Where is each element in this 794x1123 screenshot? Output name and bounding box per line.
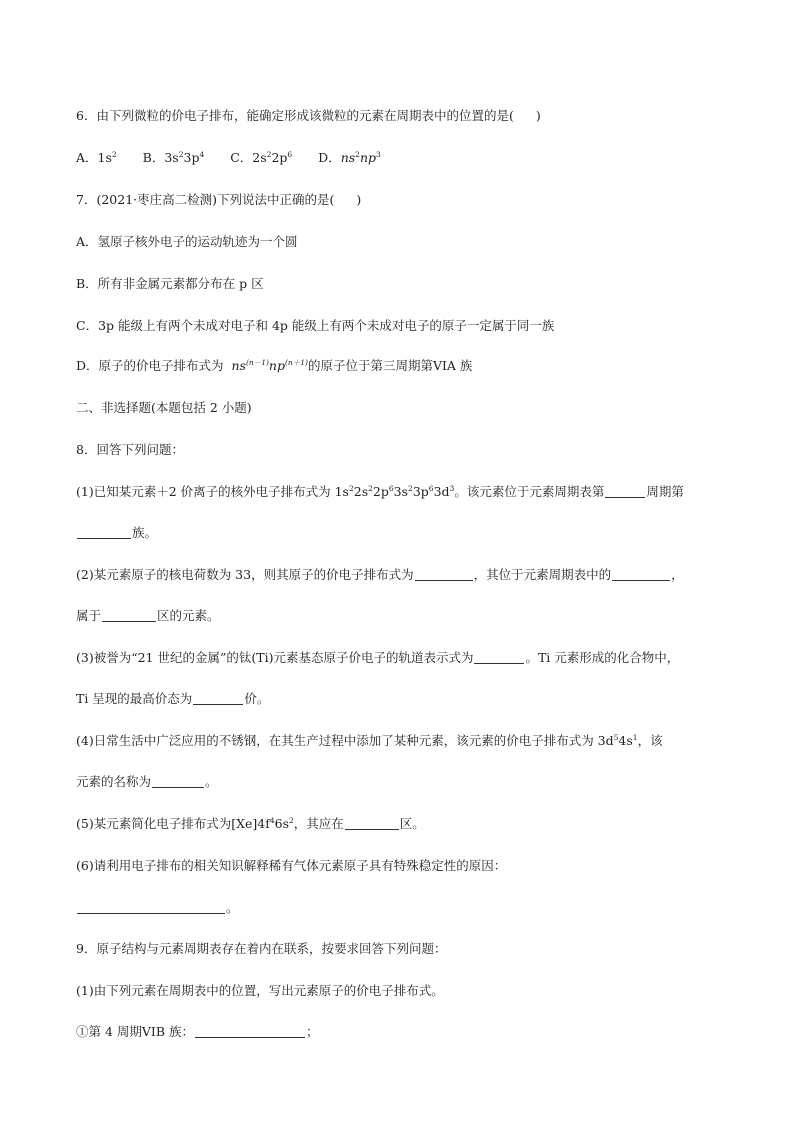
answer-blank-period[interactable] bbox=[605, 484, 645, 498]
answer-blank-valence[interactable] bbox=[193, 691, 243, 705]
q8-part3-line1: (3)被誉为“21 世纪的金属”的钛(Ti)元素基态原子价电子的轨道表示式为 。Ti 元素形成的化合物中， bbox=[76, 650, 680, 665]
answer-blank-orbital-diagram[interactable] bbox=[474, 650, 524, 664]
q8-part6-line1: (6)请利用电子排布的相关知识解释稀有气体元素原子具有特殊稳定性的原因： bbox=[76, 858, 507, 873]
q7-option-b[interactable]: B．所有非金属元素都分布在 p 区 bbox=[76, 276, 264, 291]
q6-option-d[interactable]: D．$ns^2np^3$ bbox=[318, 150, 381, 165]
q8-part6-line2: 。 bbox=[76, 899, 734, 917]
q6-options bbox=[76, 149, 734, 167]
q7-stem: 7．(2021·枣庄高二检测)下列说法中正确的是( ) bbox=[76, 192, 362, 207]
q8-part4-line1: (4)日常生活中广泛应用的不锈钢，在其生产过程中添加了某种元素，该元素的价电子排布式为 $3d^54s^1$，该 bbox=[76, 733, 663, 748]
q6-stem: 6．由下列微粒的价电子排布，能确定形成该微粒的元素在周期表中的位置的是( ) bbox=[76, 108, 541, 123]
q6-option-b[interactable]: B．$3s^23p^4$ bbox=[142, 150, 205, 165]
answer-blank-reason[interactable] bbox=[77, 900, 225, 914]
q9-stem: 9．原子结构与元素周期表存在着内在联系，按要求回答下列问题： bbox=[76, 941, 447, 956]
q8-part1-line1: (1)已知某元素＋2 价离子的核外电子排布式为 $1s^22s^22p^63s^23p^63d^3$。该元素位于元素周期表第 周期第 bbox=[76, 484, 684, 499]
answer-blank-valence-config[interactable] bbox=[415, 567, 473, 581]
answer-blank-position[interactable] bbox=[612, 567, 670, 581]
q8-part4-line2: 元素的名称为 。 bbox=[76, 774, 218, 789]
q8-part2-line2: 属于 区的元素。 bbox=[76, 608, 220, 623]
q9-part1: (1)由下列元素在周期表中的位置，写出元素原子的价电子排布式。 bbox=[76, 983, 444, 998]
answer-blank-region[interactable] bbox=[345, 816, 399, 830]
answer-blank-group[interactable] bbox=[77, 525, 131, 539]
answer-blank-config-item1[interactable] bbox=[195, 1024, 305, 1038]
answer-blank-block[interactable] bbox=[102, 608, 156, 622]
q7-option-c[interactable]: C．3p 能级上有两个未成对电子和 4p 能级上有两个未成对电子的原子一定属于同一族 bbox=[76, 318, 555, 333]
q8-part1-line2: 族。 bbox=[76, 524, 734, 542]
q6-option-a[interactable]: A．$1s^2$ bbox=[76, 150, 117, 165]
q8-part2-line1: (2)某元素原子的核电荷数为 33，则其原子的价电子排布式为 ，其位于元素周期表中的 ， bbox=[76, 567, 684, 582]
answer-blank-element-name[interactable] bbox=[152, 774, 204, 788]
q7-option-a[interactable]: A．氢原子核外电子的运动轨迹为一个圆 bbox=[76, 234, 298, 249]
q8-stem: 8．回答下列问题： bbox=[76, 442, 184, 457]
q8-part3-line2: Ti 呈现的最高价态为 价。 bbox=[76, 691, 270, 706]
q6-option-c[interactable]: C．$2s^22p^6$ bbox=[230, 150, 293, 165]
section-heading: 二、非选择题(本题包括 2 小题) bbox=[76, 400, 252, 415]
q8-part5: (5)某元素简化电子排布式为$[Xe]4f^46s^2$，其应在 区。 bbox=[76, 816, 425, 831]
q7-option-d[interactable]: D．原子的价电子排布式为 $ns^{(n-1)}np^{(n+1)}$的原子位于第三周期第VIA 族 bbox=[76, 358, 473, 373]
q9-item1: ①第 4 周期VIB 族： ； bbox=[76, 1024, 319, 1039]
